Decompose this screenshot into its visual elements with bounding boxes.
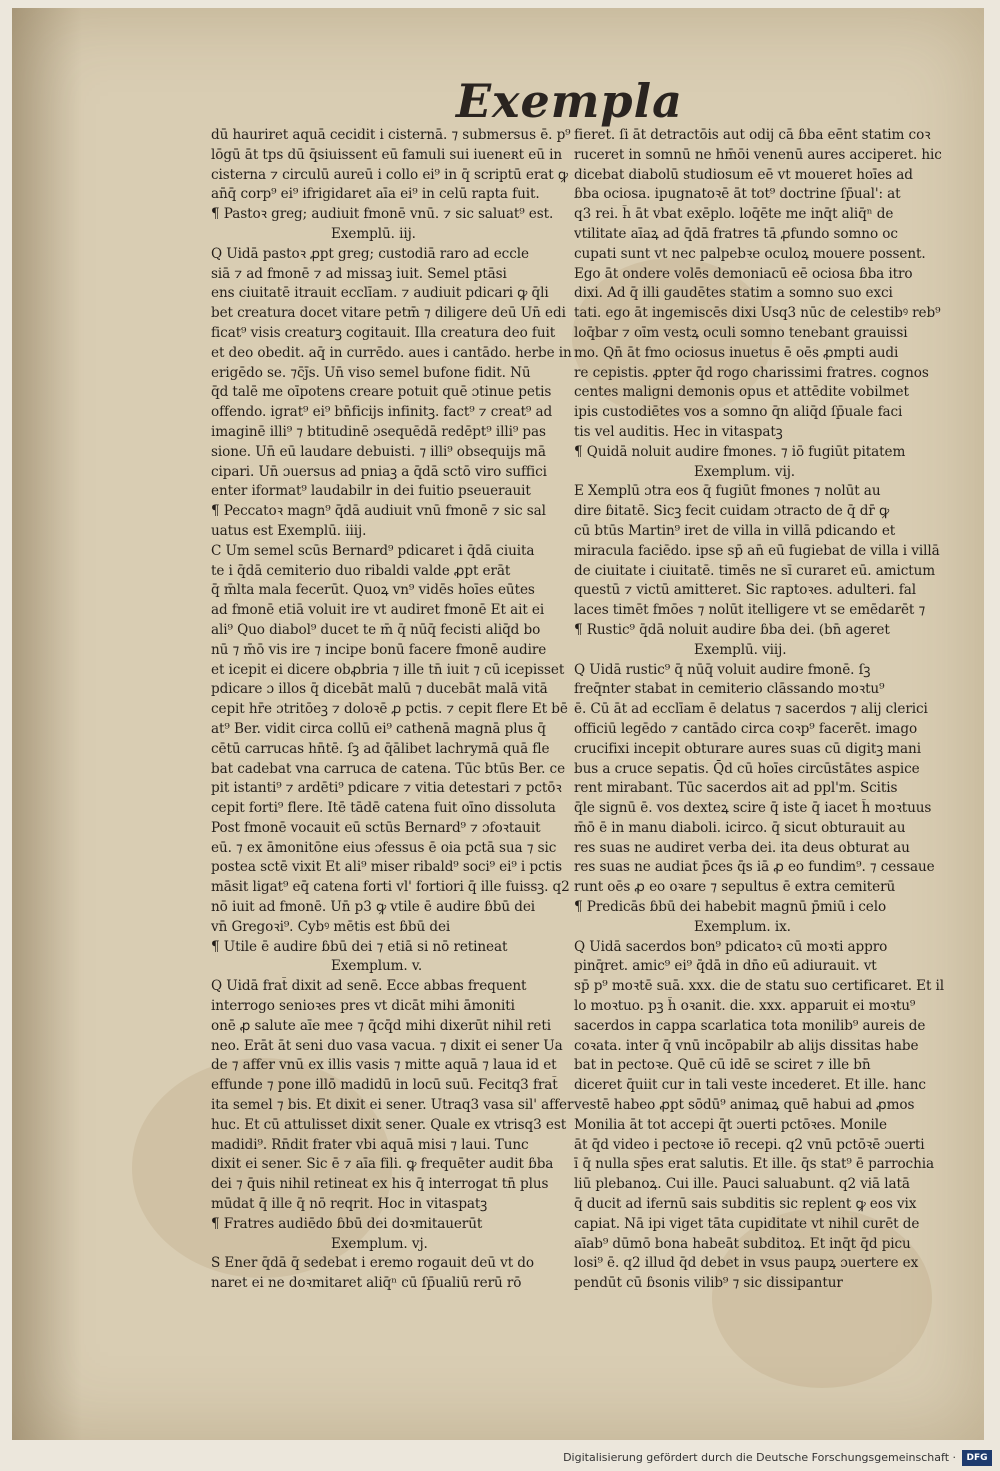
text-line: bet creatura docet vitare petm̄ ⁊ diligere deū Un̄ edi [211,305,566,322]
text-line: dire ɓitatē. Sicꝫ fecit cuidam ɔtracto de q̄ dr̄ ꝙ [574,503,890,520]
text-line: ¶ Fratres audiēdo ɓbū dei doꝛmitauerūt [211,1215,483,1232]
text-line: questū ⁊ victū amitteret. Sic raptoꝛes. adulteri. fal [574,582,916,599]
text-line: q̄le signū ē. vos dexteꝝ scire q̄ iste q̄ iacet h̄ moꝛtuus [574,800,932,817]
text-line: Post fmonē vocauit eū sctūs Bernard⁹ ⁊ ɔfoꝛtauit [211,819,541,836]
text-line: de ciuitate i ciuitatē. timēs ne sī curaret eū. amictum [574,562,936,579]
text-line: effunde ⁊ pone illō madidū in locū suū. Fecitq3 frat̄ [211,1077,558,1094]
text-line: cisterna ⁊ circulū aureū i collo ei⁹ in q̄ scriptū erat ꝙ [211,166,568,183]
text-line: cepit forti⁹ flere. Itē tādē catena fuit oīno dissoluta [211,800,556,817]
text-line: dū hauriret aquā cecidit i cisternā. ⁊ submersus ē. p⁹ [211,127,571,143]
text-line: enter iformat⁹ laudabilr in dei fuitio pseuerauit [211,483,531,500]
text-line: loq̄bar ⁊ oīm vestꝝ oculi somno tenebant grauissi [574,324,908,341]
text-line: vestē habeo ꝓpt sōdū⁹ animaꝝ quē habui ad ꝓmos [574,1097,915,1114]
text-line: fieret. ſi āt detractōis aut odij cā ɓba eēnt statim coꝛ [574,127,931,143]
text-line: lōgū āt tps dū q̄siuissent eū famuli sui iueneʀt eū in [211,146,562,163]
text-line: freq̄nter stabat in cemiterio clāssando moꝛtu⁹ [574,681,885,698]
text-line: Exemplum. vj. [331,1235,428,1252]
text-line: ficat⁹ visis creaturꝫ cogitauit. Illa creatura deo fuit [211,324,556,341]
text-line: siā ⁊ ad fmonē ⁊ ad missaꝫ iuit. Semel ptāsi [211,265,507,282]
text-line: losi⁹ ē. q2 illud q̄d debet in vsus paupꝝ ɔuertere ex [574,1255,919,1272]
text-line: cētū carrucas hn̄tē. ſꝫ ad q̄ālibet lachrymā quā fle [211,740,550,757]
text-line: q̄ ducit ad ifernū sais subditis sic replent ꝙ eos vix [574,1196,917,1213]
text-line: lo moꝛtuo. pꝫ h̄ oꝛanit. die. xxx. apparuit ei moꝛtu⁹ [574,998,916,1015]
text-line: pendūt cū ɓsonis vilib⁹ ⁊ sic dissipantur [574,1275,843,1292]
text-line: dicebat diabolū studiosum eē vt moueret hoīes ad [574,166,913,183]
text-line: cū btūs Martin⁹ iret de villa in villā pdicando et [574,522,896,539]
text-line: vn̄ Gregoꝛi⁹. Cybꝰ mētis est ɓbū dei [211,918,451,935]
text-line: ens ciuitatē itrauit ecclīam. ⁊ audiuit pdicari ꝙ q̄li [211,285,549,302]
text-line: bat cadebat vna carruca de catena. Tūc btūs Ber. ce [211,760,566,777]
text-line: laces timēt fmōes ⁊ nolūt itelligere vt se emēdarēt ⁊ [574,602,926,619]
text-line: E Xemplū ɔtra eos q̄ fugiūt fmones ⁊ nolūt au [574,483,881,500]
text-line: ē. Cū āt ad ecclīam ē delatus ⁊ sacerdos ⁊ alij clerici [574,701,928,718]
text-line: de ⁊ affer vnū ex illis vasis ⁊ mitte aquā ⁊ laua id et [211,1057,557,1074]
text-line: res suas ne audiat p̄ces q̄s iā ꝓ eo fundim⁹. ⁊ cessaue [574,859,935,876]
text-line: Q Uidā rustic⁹ q̄ nūq̄ voluit audire fmonē. ſꝫ [574,661,871,678]
text-line: Q Uidā sacerdos bon⁹ pdicatoꝛ cū moꝛti appro [574,938,888,955]
text-line: ¶ Utile ē audire ɓbū dei ⁊ etiā si nō retineat [211,938,508,955]
text-line: māsit ligat⁹ eq̄ catena forti vl' fortiori q̄ ille fuissꝫ. q2 [211,879,570,896]
text-line: an̄q̄ corp⁹ ei⁹ ifrigidaret aīa ei⁹ in celū rapta fuit. [211,186,540,203]
text-line: ¶ Quidā noluit audire fmones. ⁊ iō fugiūt pitatem [574,443,906,460]
dfg-logo: DFG [962,1450,992,1466]
text-line: Exemplū. iij. [331,225,416,242]
text-line: et icepit ei dicere obꝓbria ⁊ ille tn̄ iuit ⁊ cū icepisset [211,661,565,678]
text-line: huc. Et cū attulisset dixit sener. Quale ex vtrisq3 est [211,1116,567,1133]
text-line: dei ⁊ q̄uis nihil retineat ex his q̄ interrogat tn̄ plus [211,1176,549,1193]
text-line: S Ener q̄dā q̄ sedebat i eremo rogauit deū vt do [211,1255,534,1272]
text-line: aīab⁹ dūmō bona habeāt subditoꝝ. Et inq̄t q̄d picu [574,1235,911,1252]
text-line: āt q̄d video i pectoꝛe iō recepi. q2 vnū pctōꝛē ɔuerti [574,1136,925,1153]
text-line: coꝛata. inter q̄ vnū incōpabilr ab alijs dissitas habe [574,1037,919,1054]
text-line: Exemplū. viij. [694,641,787,658]
text-line: bus a cruce sepatis. Q̄d cū hoīes circūstātes aspice [574,760,920,777]
footer-bar [0,1448,1000,1471]
text-line: miracula faciēdo. ipse sp̄ an̄ eū fugiebat de villa i villā [574,542,940,559]
text-line: dixi. Ad q̄ illi gaudētes statim a somno suo exci [574,285,893,302]
text-line: diceret q̄uiit cur in tali veste incederet. Et ille. hanc [574,1077,926,1094]
text-line: sp̄ p⁹ moꝛtē suā. xxx. die de statu suo certificaret. Et il [574,978,945,995]
text-line: ¶ Rustic⁹ q̄dā noluit audire ɓba dei. (bn̄ ageret [574,621,890,638]
text-line: bat in pectoꝛe. Quē cū idē se sciret ⁊ ille bn̄ [574,1057,871,1074]
text-line: res suas ne audiret verba dei. ita deus obturat au [574,839,910,856]
text-line: madidi⁹. Rn̄dit frater vbi aquā misi ⁊ laui. Tunc [211,1136,529,1153]
text-line: erigēdo se. ⁊c̄j̄s. Un̄ viso semel bufone fidit. Nū [211,364,531,381]
text-line: tati. ego āt ingemiscēs dixi Usq3 nūc de celestibꝰ reb⁹ [574,305,941,322]
text-line: crucifixi incepit obturare aures suas cū digitꝫ mani [574,740,921,757]
text-line: postea sctē vixit Et ali⁹ miser ribald⁹ soci⁹ ei⁹ i pctis [211,859,562,876]
left-text-column [211,126,577,1294]
text-line: centes maligni demonis opus et attēdite vobilmet [574,384,909,401]
text-line: mūdat q̄ ille q̄ nō reqrit. Hoc in vitaspatꝫ [211,1196,488,1213]
text-line: q̄d talē me oīpotens creare potuit quē ɔtinue petis [211,384,552,401]
text-line: pinq̄ret. amic⁹ ei⁹ q̄dā in dn̄o eū adiurauit. vt [574,958,877,975]
text-line: imaginē illi⁹ ⁊ btitudinē ɔsequēdā redēpt⁹ illi⁹ pas [211,423,546,440]
funding-credit: Digitalisierung gefördert durch die Deutsche Forschungsgemeinschaft · [563,1451,956,1464]
text-line: offendo. igrat⁹ ei⁹ bn̄ficijs infinitꝫ. fact⁹ ⁊ creat⁹ ad [211,404,553,421]
text-line: cupati sunt vt nec palpebꝛe oculoꝝ mouere possent. [574,245,926,262]
text-line: nū ⁊ m̄ō vis ire ⁊ incipe bonū facere fmonē audire [211,641,547,658]
text-line: Ego āt ondere volēs demoniacū eē ociosa ɓba itro [574,265,913,282]
text-line: cipari. Un̄ ɔuersus ad pniaꝫ a q̄dā sctō viro suffici [211,463,547,480]
text-line: nō iuit ad fmonē. Un̄ p3 ꝙ vtile ē audire ɓbū dei [211,899,536,916]
text-line: sacerdos in cappa scarlatica tota monilib⁹ aureis de [574,1017,926,1034]
text-line: ali⁹ Quo diabol⁹ ducet te m̄ q̄ nūq̄ fecisti aliq̄d bo [211,621,541,638]
text-line: q3 rei. h̄ āt vbat exēplo. loq̄ēte me inq̄t aliq̄ⁿ de [574,206,894,223]
text-line: pit istanti⁹ ⁊ ardēti⁹ pdicare ⁊ vitia detestari ⁊ pctōꝛ [211,780,562,797]
text-line: ruceret in somnū ne hm̄ōi venenū aures acciperet. hic [574,146,942,163]
text-line: cepit hr̄e ɔtritōeꝫ ⁊ doloꝛē ꝓ pctis. ⁊ cepit flere Et bē [211,701,568,718]
text-line: re cepistis. ꝓpter q̄d rogo charissimi fratres. cognos [574,364,929,381]
text-line: et deo obedit. aq̄ in currēdo. aues i cantādo. herbe in [211,344,572,361]
text-line: ɓba ociosa. ipugnatoꝛē āt tot⁹ doctrine ſp̄ual': at [574,186,901,203]
text-line: ita semel ⁊ bis. Et dixit ei sener. Utraq3 vasa sil' affer [211,1097,574,1114]
text-line: rent mirabant. Tūc sacerdos ait ad ppl'm. Scitis [574,780,898,797]
text-line: ipis custodiētes vos a somno q̄n aliq̄d ſp̄uale faci [574,404,903,421]
text-line: m̄ō ē in manu diaboli. icirco. q̄ sicut obturauit au [574,819,906,836]
text-line: capiat. Nā ipi viget tāta cupiditate vt nihil curēt de [574,1215,920,1232]
text-line: pdicare ɔ illos q̄ dicebāt malū ⁊ ducebāt malā vitā [211,681,548,698]
text-line: sione. Un̄ eū laudare debuisti. ⁊ illi⁹ obsequijs mā [211,443,546,460]
text-line: q̄ m̄lta mala fecerūt. Quoꝝ vn⁹ vidēs hoīes eūtes [211,582,535,599]
text-line: Exemplum. v. [331,958,423,975]
text-line: Q Uidā frat̄ dixit ad senē. Ecce abbas frequent [211,978,527,995]
text-line: uatus est Exemplū. iiij. [211,522,367,539]
text-line: ¶ Predicās ɓbū dei habebit magnū p̄miū i celo [574,899,887,916]
text-line: Exemplum. vij. [694,463,796,480]
text-line: naret ei ne doꝛmitaret aliq̄ⁿ cū ſp̄ualiū rerū rō [211,1275,522,1292]
text-line: ¶ Peccatoꝛ magn⁹ q̄dā audiuit vnū fmonē ⁊ sic sal [211,503,546,520]
text-line: Q Uidā pastoꝛ ꝓpt greg; custodiā raro ad eccle [211,245,529,262]
text-line: eū. ⁊ ex āmonitōne eius ɔfessus ē oia pctā sua ⁊ sic [211,839,557,856]
text-line: interrogo senioꝛes pres vt dicāt mihi āmoniti [211,998,515,1015]
text-line: ¶ Pastoꝛ greg; audiuit fmonē vnū. ⁊ sic saluat⁹ est. [211,206,554,223]
text-line: Monilia āt tot accepi q̄t ɔuerti pctōꝛes. Monile [574,1116,887,1133]
text-line: onē ꝓ salute aīe mee ⁊ q̄cq̄d mihi dixerūt nihil reti [211,1017,551,1034]
text-line: at⁹ Ber. vidit circa collū ei⁹ cathenā magnā plus q̄ [211,720,546,737]
text-line: neo. Erāt āt seni duo vasa vacua. ⁊ dixit ei sener Ua [211,1037,563,1054]
text-line: ī q̄ nulla sp̄es erat salutis. Et ille. q̄s stat⁹ ē parrochia [574,1156,934,1173]
text-line: liū plebanoꝝ. Cui ille. Pauci saluabunt. q2 viā latā [574,1176,910,1193]
text-line: ad fmonē etiā voluit ire vt audiret fmonē Et ait ei [211,602,545,619]
text-line: te i q̄dā cemiterio duo ribaldi valde ꝓpt erāt [211,562,511,579]
text-line: C Um semel scūs Bernard⁹ pdicaret i q̄dā ciuita [211,542,535,559]
text-line: dixit ei sener. Sic ē ⁊ aīa fili. ꝙ frequēter audit ɓba [211,1156,554,1173]
page-header: Exempla [456,74,683,128]
text-line: tis vel auditis. Hec in vitaspatꝫ [574,423,783,440]
text-line: Exemplum. ix. [694,918,791,935]
text-line: runt oēs ꝓ eo oꝛare ⁊ sepultus ē extra cemiterū [574,879,896,896]
text-line: mo. Qn̄ āt fmo ociosus inuetus ē oēs ꝓmpti audi [574,344,899,361]
right-text-column [574,126,968,1294]
text-line: vtilitate aīaꝝ ad q̄dā fratres tā ꝓfundo somno oc [574,225,898,242]
text-line: officiū legēdo ⁊ cantādo circa coꝛp⁹ facerēt. imago [574,720,918,737]
